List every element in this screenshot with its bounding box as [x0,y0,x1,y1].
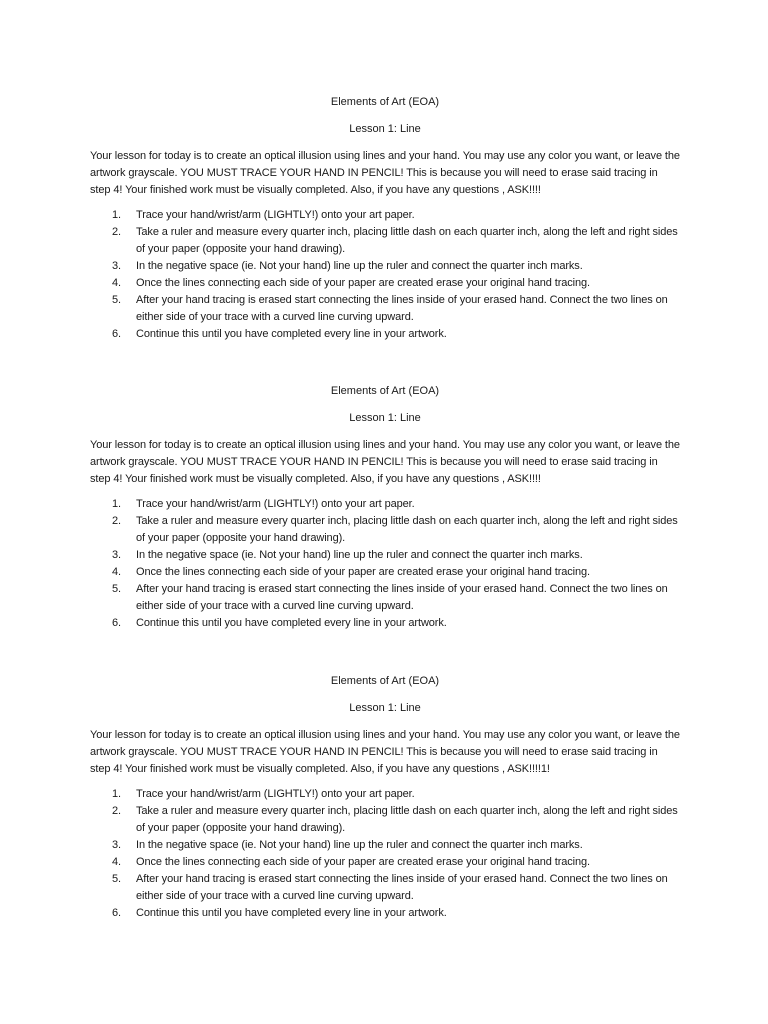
step-number: 2. [112,226,121,238]
lesson-section [90,674,680,922]
step-number: 1. [112,498,121,510]
section-title: Elements of Art (EOA) [330,675,440,687]
steps-list [90,786,680,922]
section-title: Elements of Art (EOA) [330,96,440,108]
steps-list [90,207,680,343]
step-item [90,803,680,837]
step-number: 6. [112,328,121,340]
step-item [90,207,680,224]
step-text: Once the lines connecting each side of your paper are created erase your original hand tracing. [136,277,591,289]
section-title: Elements of Art (EOA) [330,385,440,397]
step-number: 1. [112,209,121,221]
step-item [90,854,680,871]
step-number: 3. [112,260,121,272]
step-number: 3. [112,549,121,561]
step-text: Take a ruler and measure every quarter inch, placing little dash on each quarter inch, along the left and right sides of your paper (opposite your hand drawing). [136,805,678,834]
step-text: In the negative space (ie. Not your hand) line up the ruler and connect the quarter inch marks. [136,260,583,272]
step-text: Trace your hand/wrist/arm (LIGHTLY!) onto your art paper. [136,209,415,221]
step-text: After your hand tracing is erased start connecting the lines inside of your erased hand. Connect the two lines on either side of your trace with a curved line curving upward. [136,583,668,612]
step-number: 4. [112,277,121,289]
step-item [90,837,680,854]
section-subtitle: Lesson 1: Line [349,702,421,714]
step-item [90,513,680,547]
step-text: Take a ruler and measure every quarter inch, placing little dash on each quarter inch, along the left and right sides of your paper (opposite your hand drawing). [136,226,678,255]
step-text: After your hand tracing is erased start connecting the lines inside of your erased hand. Connect the two lines on either side of your trace with a curved line curving upward. [136,294,668,323]
step-item [90,547,680,564]
step-text: In the negative space (ie. Not your hand) line up the ruler and connect the quarter inch marks. [136,839,583,851]
step-item [90,564,680,581]
step-text: Continue this until you have completed every line in your artwork. [136,617,447,629]
step-text: After your hand tracing is erased start connecting the lines inside of your erased hand. Connect the two lines on either side of your trace with a curved line curving upward. [136,873,668,902]
step-item [90,905,680,922]
step-text: Continue this until you have completed every line in your artwork. [136,328,447,340]
step-number: 6. [112,617,121,629]
step-number: 2. [112,805,121,817]
step-text: Trace your hand/wrist/arm (LIGHTLY!) onto your art paper. [136,788,415,800]
step-number: 3. [112,839,121,851]
step-item [90,496,680,513]
section-intro: Your lesson for today is to create an optical illusion using lines and your hand. You may use any color you want, or leave the artwork grayscale. YOU MUST TRACE YOUR HAND IN PENCIL! This is because you will need to erase said tracing in step 4! Your finished work must be visually completed. Also, if you have any questions , ASK!!!! [90,150,680,196]
step-number: 5. [112,294,121,306]
step-text: Once the lines connecting each side of your paper are created erase your original hand tracing. [136,566,591,578]
step-item [90,786,680,803]
step-number: 2. [112,515,121,527]
step-number: 1. [112,788,121,800]
step-number: 4. [112,566,121,578]
step-number: 5. [112,873,121,885]
lesson-section [90,384,680,632]
step-number: 6. [112,907,121,919]
section-subtitle: Lesson 1: Line [349,123,421,135]
step-item [90,326,680,343]
step-text: Continue this until you have completed every line in your artwork. [136,907,447,919]
lesson-section [90,95,680,343]
step-item [90,292,680,326]
section-intro: Your lesson for today is to create an optical illusion using lines and your hand. You may use any color you want, or leave the artwork grayscale. YOU MUST TRACE YOUR HAND IN PENCIL! This is because you will need to erase said tracing in step 4! Your finished work must be visually completed. Also, if you have any questions , ASK!!!! [90,439,680,485]
section-intro: Your lesson for today is to create an optical illusion using lines and your hand. You may use any color you want, or leave the artwork grayscale. YOU MUST TRACE YOUR HAND IN PENCIL! This is because you will need to erase said tracing in step 4! Your finished work must be visually completed. Also, if you have any questions , ASK!!!!1! [90,729,680,775]
step-text: Trace your hand/wrist/arm (LIGHTLY!) onto your art paper. [136,498,415,510]
step-item [90,224,680,258]
step-item [90,615,680,632]
step-text: In the negative space (ie. Not your hand) line up the ruler and connect the quarter inch marks. [136,549,583,561]
step-number: 5. [112,583,121,595]
step-number: 4. [112,856,121,868]
section-subtitle: Lesson 1: Line [349,412,421,424]
step-item [90,581,680,615]
step-item [90,258,680,275]
step-item [90,871,680,905]
steps-list [90,496,680,632]
step-text: Once the lines connecting each side of your paper are created erase your original hand tracing. [136,856,591,868]
step-item [90,275,680,292]
step-text: Take a ruler and measure every quarter inch, placing little dash on each quarter inch, along the left and right sides of your paper (opposite your hand drawing). [136,515,678,544]
